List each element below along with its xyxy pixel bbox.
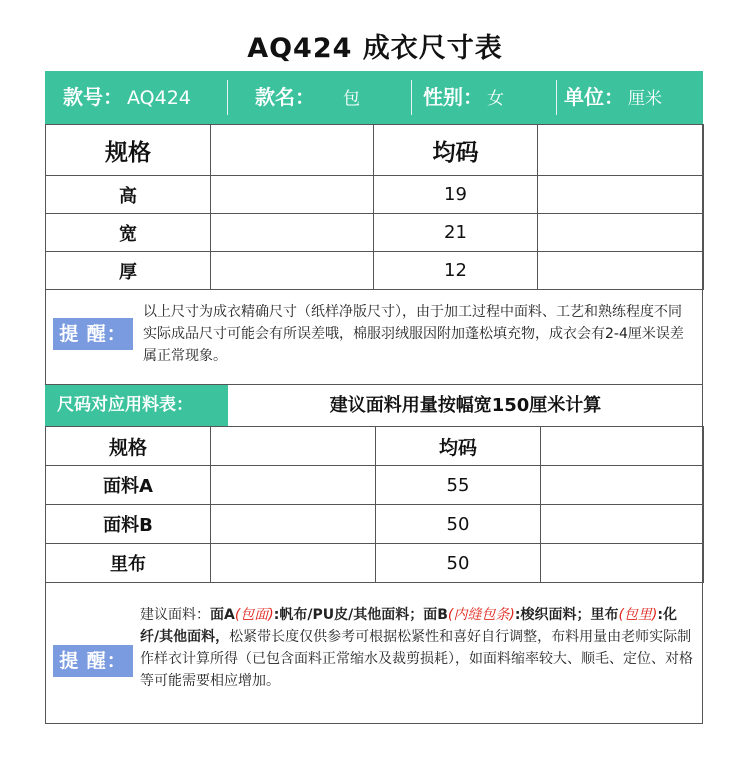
- style-no-value: AQ424: [127, 87, 191, 109]
- unit-label: 单位：: [564, 85, 624, 109]
- fabric-intro: 建议面料：: [140, 607, 210, 623]
- fabric-a-hint: (包面): [234, 607, 274, 623]
- row-value: 55: [376, 466, 541, 505]
- empty-cell: [211, 544, 376, 583]
- row-value: 50: [376, 505, 541, 544]
- unit-value: 厘米: [628, 89, 662, 109]
- gender-field: [423, 71, 504, 124]
- empty-header-cell: [211, 125, 374, 176]
- header-divider: [227, 80, 228, 115]
- table-row: [46, 214, 704, 252]
- row-label: 厚: [46, 252, 211, 290]
- fabric-b-label: 面B: [423, 607, 448, 623]
- fabric-rest-text: 松紧带长度仅供参考可根据松紧性和喜好自行调整，布料用量由老师实际制作样衣计算所得（已包含面料正常缩水及裁剪损耗），如面料缩率较大、顺毛、定位、对格等可能需要相应增加。: [140, 629, 693, 689]
- gender-value: 女: [487, 89, 504, 109]
- empty-cell: [538, 214, 704, 252]
- header-divider: [411, 80, 412, 115]
- empty-cell: [211, 214, 374, 252]
- table-row: [46, 176, 704, 214]
- fabric-a-text: :帆布/PU皮/其他面料；: [273, 607, 424, 623]
- size-header: 均码: [374, 125, 538, 176]
- empty-header-cell: [541, 427, 704, 466]
- header-divider: [556, 80, 557, 115]
- row-label: 里布: [46, 544, 211, 583]
- table-header-row: [46, 125, 704, 176]
- size-table: [45, 124, 704, 290]
- spec-header: 规格: [46, 427, 211, 466]
- empty-cell: [211, 505, 376, 544]
- size-header: 均码: [376, 427, 541, 466]
- fabric-b-text: :梭织面料；: [514, 607, 591, 623]
- reminder-badge: 提 醒：: [53, 645, 133, 677]
- page-title: AQ424 成衣尺寸表: [247, 33, 503, 64]
- row-value: 21: [374, 214, 538, 252]
- table-row: [46, 466, 704, 505]
- fabric-table: [45, 426, 704, 583]
- unit-field: [564, 71, 662, 124]
- fabric-section-label: 尺码对应用料表：: [45, 385, 228, 426]
- empty-header-cell: [538, 125, 704, 176]
- table-row: [46, 544, 704, 583]
- empty-cell: [541, 544, 704, 583]
- empty-cell: [541, 505, 704, 544]
- row-label: 面料A: [46, 466, 211, 505]
- lining-text: :化纤/其他面料，: [140, 607, 678, 645]
- row-label: 面料B: [46, 505, 211, 544]
- header-band: [45, 71, 703, 124]
- fabric-a-label: 面A: [210, 607, 235, 623]
- row-label: 高: [46, 176, 211, 214]
- reminder-text: 以上尺寸为成衣精确尺寸（纸样净版尺寸），由于加工过程中面料、工艺和熟练程度不同实际成品尺寸可能会有所误差哦，棉服羽绒服因附加蓬松填充物，成衣会有2-4厘米误差属正常现象。: [143, 304, 684, 364]
- empty-cell: [541, 466, 704, 505]
- style-no-field: [63, 71, 191, 124]
- fabric-calc-note: 建议面料用量按幅宽150厘米计算: [329, 395, 602, 416]
- name-value: 包: [343, 89, 360, 109]
- empty-cell: [211, 466, 376, 505]
- empty-header-cell: [211, 427, 376, 466]
- name-label: 款名：: [255, 85, 315, 109]
- spec-header: 规格: [46, 125, 211, 176]
- lining-hint: (包里): [618, 607, 658, 623]
- empty-cell: [538, 252, 704, 290]
- row-value: 19: [374, 176, 538, 214]
- row-value: 12: [374, 252, 538, 290]
- style-no-label: 款号：: [63, 85, 123, 109]
- empty-cell: [211, 176, 374, 214]
- reminder-badge: 提 醒：: [53, 318, 133, 350]
- empty-cell: [211, 252, 374, 290]
- table-row: [46, 252, 704, 290]
- table-row: [46, 505, 704, 544]
- fabric-b-hint: (内缝包条): [447, 607, 515, 623]
- table-header-row: [46, 427, 704, 466]
- row-label: 宽: [46, 214, 211, 252]
- row-value: 50: [376, 544, 541, 583]
- fabric-reminder-text: [140, 604, 695, 692]
- gender-label: 性别：: [423, 85, 483, 109]
- lining-label: 里布: [590, 607, 619, 623]
- empty-cell: [538, 176, 704, 214]
- name-field: [255, 71, 360, 124]
